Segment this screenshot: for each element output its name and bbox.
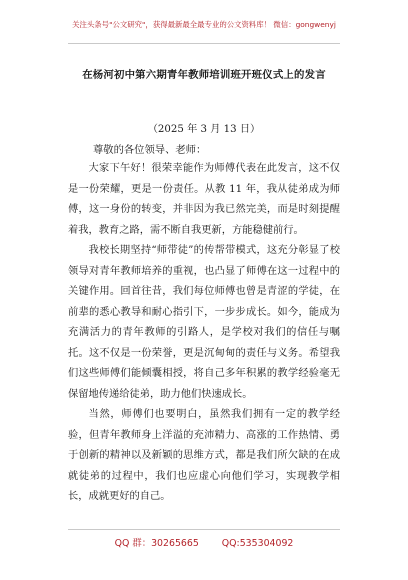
salutation: 尊敬的各位领导、老师： bbox=[93, 144, 207, 156]
document-title: 在杨河初中第六期青年教师培训班开班仪式上的发言 bbox=[82, 69, 326, 81]
footer-qq-group: QQ 群：30265665 bbox=[114, 538, 199, 549]
header-divider bbox=[68, 43, 340, 44]
document-body bbox=[68, 158, 340, 507]
footer-qq: QQ:535304092 bbox=[221, 538, 294, 549]
footer-divider bbox=[68, 529, 340, 530]
document-date: （2025 年 3 月 13 日） bbox=[147, 124, 261, 135]
header-banner: 关注头条号"公文研究"，获得最新最全最专业的公文资料库！ 微信：gongwenyj bbox=[72, 20, 336, 29]
body-paragraph: 我校长期坚持“师带徒”的传帮带模式，这充分彰显了校领导对青年教师培养的重视，也凸显了师傅在这一过程中的关键作用。回首往昔，我们每位师傅也曾是青涩的学徒，在前辈的悉心教导和耐心指引下，一步步成长。如今，能成为充满活力的青年教师的引路人，是学校对我们的信任与嘱托。这不仅是一份荣誉，更是沉甸甸的责任与义务。希望我们这些师傅们能倾囊相授，将自己多年积累的教学经验毫无保留地传递给徒弟，助力他们快速成长。 bbox=[68, 244, 340, 400]
body-paragraph: 大家下午好！很荣幸能作为师傅代表在此发言，这不仅是一份荣耀，更是一份责任。从教 11 年，我从徒弟成为师傅，这一身份的转变，并非因为我已然完美，而是时刻提醒着我，教育之路，需不断自我更新，方能稳健前行。 bbox=[68, 162, 340, 236]
body-paragraph: 当然，师傅们也要明白，虽然我们拥有一定的教学经验，但青年教师身上洋溢的充沛精力、高涨的工作热情、勇于创新的精神以及新颖的思维方式，都是我们所欠缺的在成就徒弟的过程中，我们也应虚心向他们学习，实现教学相长，成就更好的自己。 bbox=[68, 408, 340, 502]
footer-contact bbox=[0, 535, 408, 549]
